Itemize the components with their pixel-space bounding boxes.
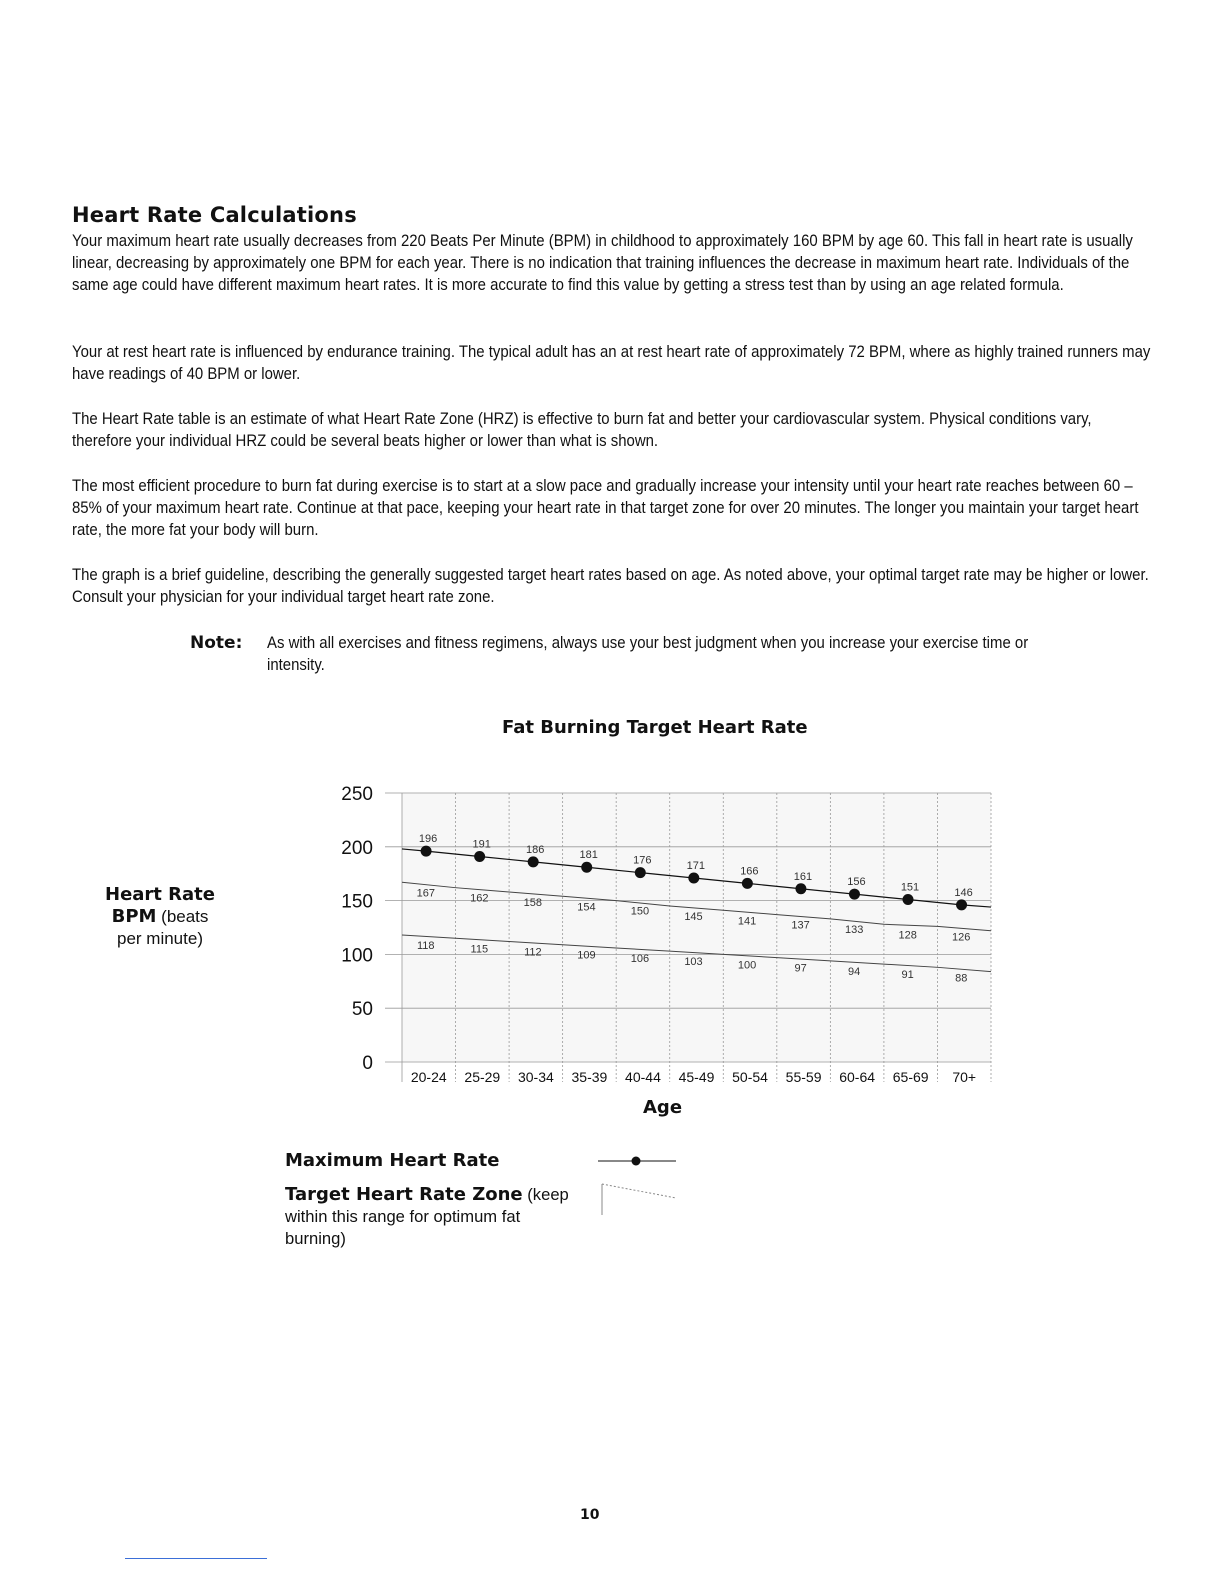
y-axis-title-line3: per minute) (117, 929, 203, 948)
max-heart-rate-label: 156 (847, 876, 866, 889)
zone-upper-label: 154 (577, 901, 596, 914)
note-text: As with all exercises and fitness regimens, always use your best judgment when you increase your exercise time or intensity. (267, 633, 1029, 674)
zone-upper-label: 162 (470, 892, 489, 905)
x-tick-label: 50-54 (732, 1069, 768, 1085)
legend-zone-block (285, 1184, 585, 1250)
zone-lower-label: 88 (955, 972, 968, 985)
max-heart-rate-label: 191 (472, 838, 491, 851)
max-heart-rate-point (421, 846, 432, 857)
legend-zone-label: Target Heart Rate Zone (285, 1184, 523, 1205)
paragraph-rest-heart-rate: Your at rest heart rate is influenced by endurance training. The typical adult has an at rest heart rate of approximately 72 BPM, where as highly trained runners may have readings of 40 BPM or lower. (72, 342, 1151, 383)
y-axis-title-line1: Heart Rate (105, 884, 215, 905)
x-tick-label: 55-59 (785, 1069, 822, 1085)
legend-zone-line (602, 1184, 676, 1198)
max-heart-rate-label: 171 (686, 860, 706, 873)
max-heart-rate-point (528, 856, 539, 867)
max-heart-rate-label: 161 (793, 870, 813, 883)
x-tick-label: 60-64 (839, 1069, 876, 1085)
legend-max-dot (632, 1157, 641, 1166)
zone-lower-label: 100 (737, 959, 757, 972)
y-tick-label: 0 (362, 1053, 373, 1074)
max-heart-rate-label: 146 (954, 886, 973, 899)
paragraph-max-heart-rate: Your maximum heart rate usually decreases from 220 Beats Per Minute (BPM) in childhood to approximately 160 BPM by age 60. This fall in heart rate is usually linear, decreasing by approximately one BPM for each year. There is no indication that training influences the decrease in maximum heart rate. Individuals of the same age could have different maximum heart rates. It is more accurate to find this value by getting a stress test than by using an age related formula. (72, 231, 1133, 294)
zone-upper-label: 128 (898, 929, 917, 942)
x-tick-label: 40-44 (625, 1069, 661, 1085)
max-heart-rate-label: 186 (526, 843, 545, 856)
footer-rule (125, 1558, 267, 1559)
zone-upper-label: 167 (416, 887, 435, 900)
chart-title: Fat Burning Target Heart Rate (502, 717, 808, 738)
y-tick-label: 100 (341, 945, 373, 967)
max-heart-rate-point (742, 878, 753, 889)
page-number: 10 (580, 1507, 600, 1523)
zone-lower-label: 106 (630, 952, 650, 965)
max-heart-rate-label: 151 (900, 881, 920, 894)
y-tick-label: 200 (341, 837, 373, 859)
legend-zone-desc: (keep within this range for optimum fat burning) (285, 1185, 569, 1248)
zone-upper-label: 133 (844, 923, 864, 936)
zone-lower-label: 112 (524, 946, 542, 959)
plot-area (402, 793, 991, 1062)
max-heart-rate-point (688, 873, 699, 884)
y-axis-title-beats: (beats (161, 907, 209, 926)
paragraph-hrz-table: The Heart Rate table is an estimate of what Heart Rate Zone (HRZ) is effective to burn fat and better your cardiovascular system. Physical conditions vary, therefore your individual HRZ could be several beats higher or lower than what is shown. (72, 409, 1092, 450)
paragraph-graph-guideline: The graph is a brief guideline, describing the generally suggested target heart rates based on age. As noted above, your optimal target rate may be higher or lower. Consult your physician for your individual target heart rate zone. (72, 565, 1149, 606)
zone-upper-label: 150 (630, 905, 650, 918)
note-label: Note: (190, 633, 243, 653)
max-heart-rate-point (795, 883, 806, 894)
zone-lower-label: 94 (848, 965, 861, 978)
max-heart-rate-label: 196 (418, 833, 438, 846)
zone-lower-label: 97 (794, 962, 807, 975)
x-tick-label: 70+ (952, 1069, 977, 1085)
x-tick-label: 30-34 (517, 1069, 554, 1085)
max-heart-rate-label: 166 (740, 865, 759, 878)
zone-lower-label: 103 (684, 956, 703, 969)
zone-lower-label: 91 (901, 969, 914, 982)
zone-upper-label: 137 (791, 919, 810, 932)
max-heart-rate-point (474, 851, 485, 862)
max-heart-rate-point (635, 867, 646, 878)
zone-lower-label: 109 (577, 949, 596, 962)
y-tick-label: 250 (341, 784, 373, 805)
y-tick-label: 150 (341, 891, 373, 913)
max-heart-rate-point (581, 862, 592, 873)
zone-lower-label: 115 (470, 943, 489, 956)
zone-upper-label: 158 (523, 896, 543, 909)
chart-legend-swatches (598, 1157, 676, 1216)
x-tick-label: 20-24 (410, 1069, 447, 1085)
y-axis-title-bpm: BPM (111, 906, 157, 927)
zone-upper-label: 141 (737, 915, 757, 928)
max-heart-rate-point (903, 894, 914, 905)
legend-max-label: Maximum Heart Rate (285, 1150, 500, 1171)
max-heart-rate-label: 181 (579, 849, 598, 862)
zone-lower-label: 118 (416, 940, 435, 953)
x-tick-label: 65-69 (892, 1069, 929, 1085)
x-tick-label: 45-49 (678, 1069, 715, 1085)
max-heart-rate-point (956, 899, 967, 910)
section-heading: Heart Rate Calculations (72, 203, 357, 227)
max-heart-rate-point (849, 889, 860, 900)
zone-upper-label: 145 (684, 910, 703, 923)
x-axis-title: Age (643, 1097, 683, 1118)
max-heart-rate-label: 176 (633, 854, 652, 867)
y-tick-label: 50 (351, 999, 373, 1021)
zone-upper-label: 126 (952, 931, 971, 944)
x-tick-label: 25-29 (464, 1069, 501, 1085)
x-tick-label: 35-39 (571, 1069, 608, 1085)
paragraph-fat-burn-procedure: The most efficient procedure to burn fat during exercise is to start at a slow pace and gradually increase your intensity until your heart rate reaches between 60 – 85% of your maximum heart rate. Continue at that pace, keeping your heart rate in that target zone for over 20 minutes. The longer you maintain your target heart rate, the more fat your body will burn. (72, 476, 1139, 539)
